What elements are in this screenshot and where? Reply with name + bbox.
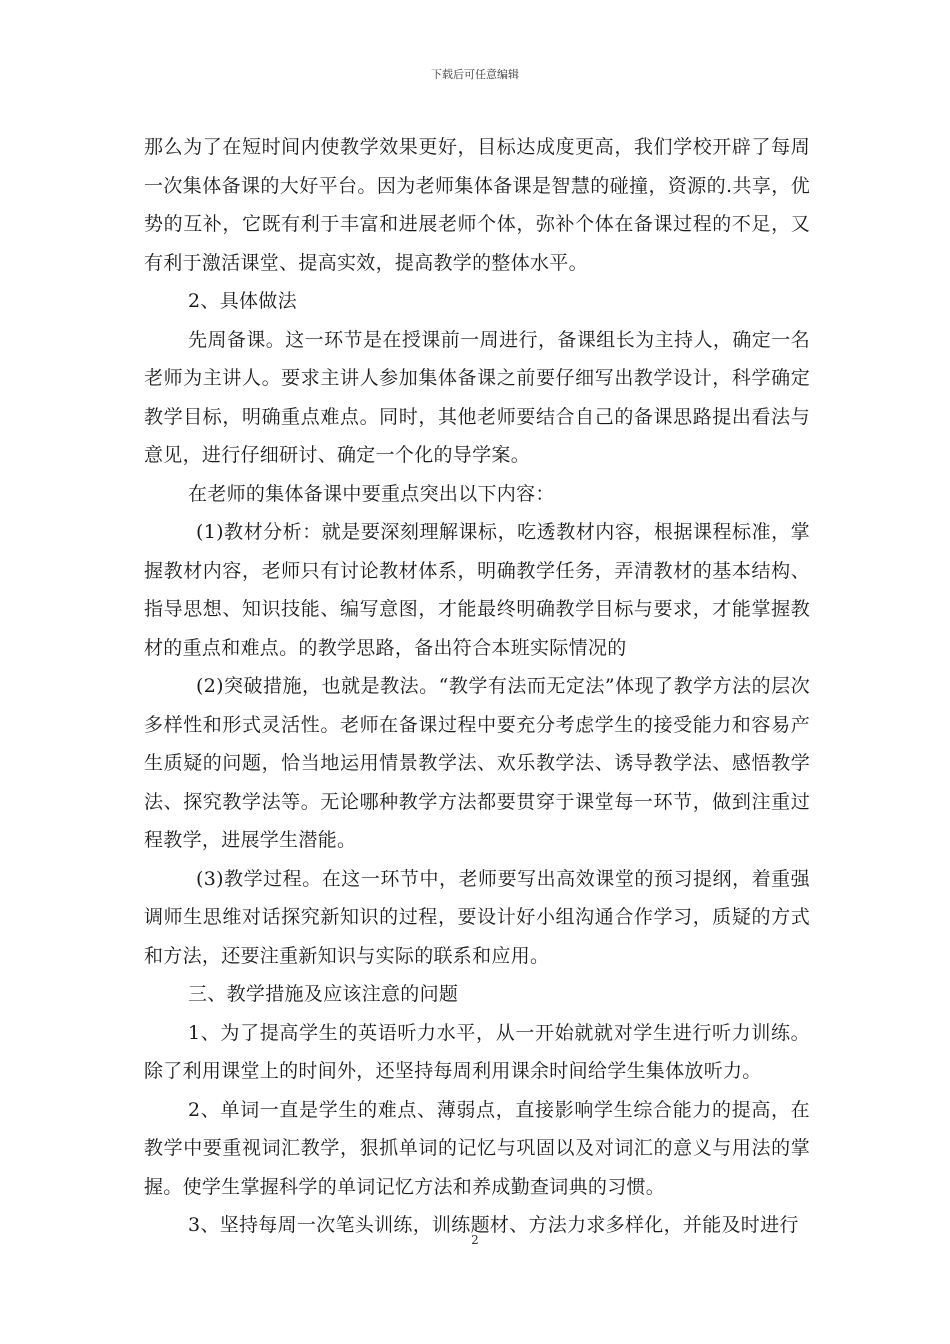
paragraph-measure-1: 1、为了提高学生的英语听力水平，从一开始就就对学生进行听力训练。除了利用课堂上的时间外，还坚持每周利用课余时间给学生集体放听力。 bbox=[144, 1021, 810, 1082]
paragraph-key-content: 在老师的集体备课中要重点突出以下内容： bbox=[188, 482, 555, 505]
document-body bbox=[144, 128, 810, 1245]
paragraph-weekly-prep: 先周备课。这一环节是在授课前一周进行，备课组长为主持人，确定一名老师为主讲人。要求主讲人参加集体备课之前要仔细写出教学设计，科学确定教学目标，明确重点难点。同时，其他老师要结合自己的备课思路提出看法与意见，进行仔细研讨、确定一个化的导学案。 bbox=[144, 328, 810, 466]
page-number: 2 bbox=[471, 1233, 479, 1247]
paragraph-measure-3: 3、坚持每周一次笔头训练，训练题材、方法力求多样化，并能及时进行 bbox=[188, 1214, 799, 1236]
page-header: 下载后可任意编辑 bbox=[431, 68, 519, 81]
paragraph-item-2: (2)突破措施，也就是教法。“教学有法而无定法”体现了教学方法的层次多样性和形式灵活性。老师在备课过程中要充分考虑学生的接受能力和容易产生质疑的问题，恰当地运用情景教学法、欢乐教学法、诱导教学法、感悟教学法、探究教学法等。无论哪种教学方法都要贯穿于课堂每一环节，做到注重过程教学，进展学生潜能。 bbox=[144, 675, 810, 851]
heading-specific-method: 2、具体做法 bbox=[188, 290, 297, 312]
paragraph-intro: 那么为了在短时间内使教学效果更好，目标达成度更高，我们学校开辟了每周一次集体备课的大好平台。因为老师集体备课是智慧的碰撞，资源的.共享，优势的互补，它既有利于丰富和进展老师个体，弥补个体在备课过程的不足，又有利于激活课堂、提高实效，提高教学的整体水平。 bbox=[144, 136, 810, 274]
paragraph-item-1: (1)教材分析：就是要深刻理解课标，吃透教材内容，根据课程标准，掌握教材内容，老师只有讨论教材体系，明确教学任务，弄清教材的基本结构、指导思想、知识技能、编写意图，才能最终明确教学目标与要求，才能掌握教材的重点和难点。的教学思路，备出符合本班实际情况的 bbox=[144, 521, 810, 659]
heading-section-three: 三、教学措施及应该注意的问题 bbox=[188, 983, 459, 1005]
paragraph-item-3: (3)教学过程。在这一环节中，老师要写出高效课堂的预习提纲，着重强调师生思维对话探究新知识的过程，要设计好小组沟通合作学习，质疑的方式和方法，还要注重新知识与实际的联系和应用。 bbox=[144, 867, 810, 967]
paragraph-measure-2: 2、单词一直是学生的难点、薄弱点，直接影响学生综合能力的提高，在教学中要重视词汇教学，狠抓单词的记忆与巩固以及对词汇的意义与用法的掌握。使学生掌握科学的单词记忆方法和养成勤查词典的习惯。 bbox=[144, 1098, 810, 1198]
